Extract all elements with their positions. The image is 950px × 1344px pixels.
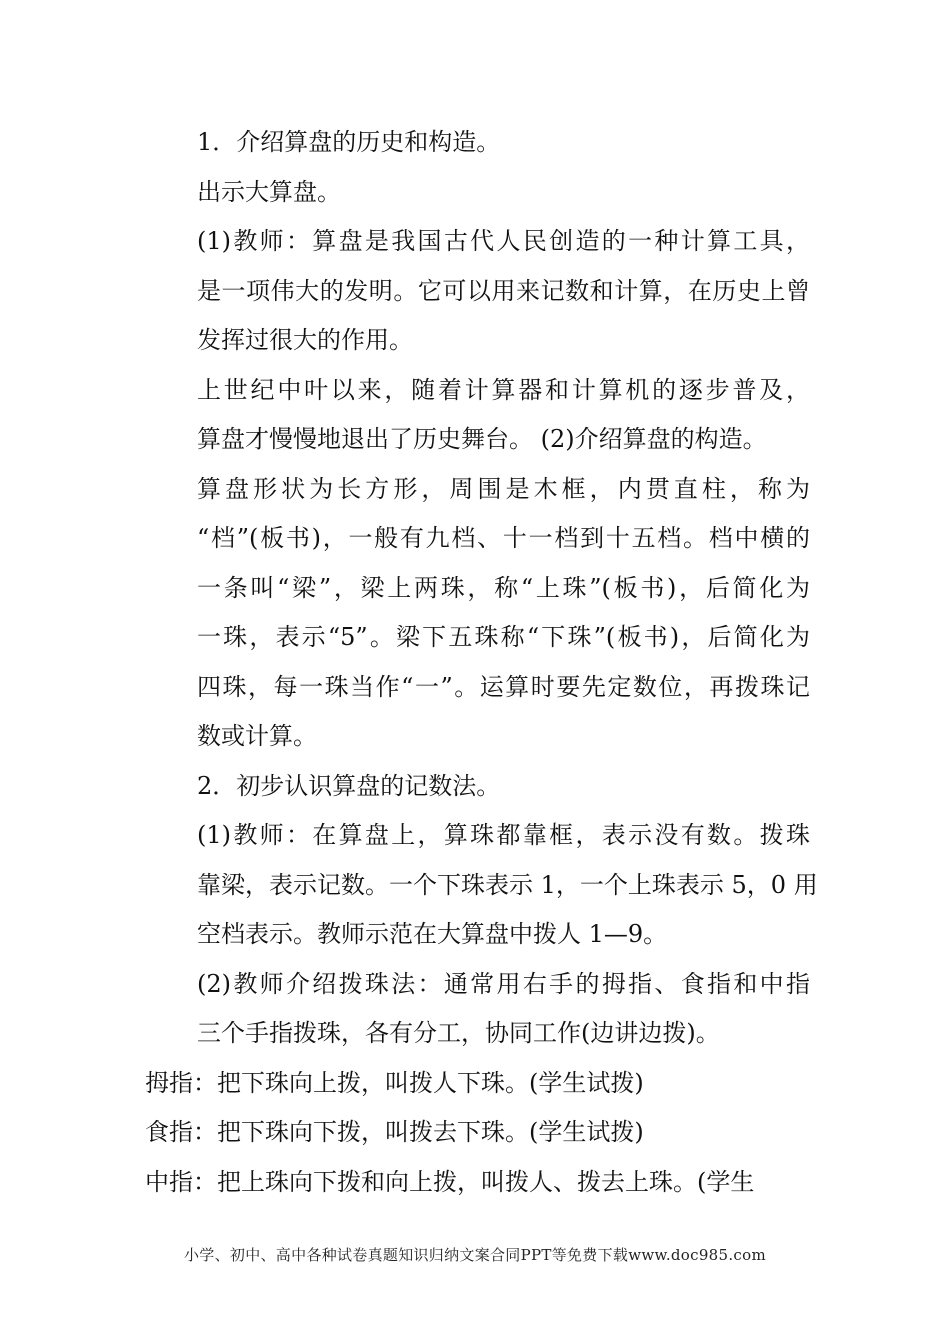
text-line: 上世纪中叶以来，随着计算器和计算机的逐步普及， (197, 375, 810, 404)
paragraph-p9 (145, 1059, 810, 1109)
text-line: 2．初步认识算盘的记数法。 (197, 771, 501, 800)
text-line: (1)教师：在算盘上，算珠都靠框，表示没有数。拨珠 (197, 821, 810, 849)
text-line: 三个手指拨珠，各有分工，协同工作(边讲边拨)。 (197, 1019, 720, 1047)
text-line: “档”(板书)，一般有九档、十一档到十五档。档中横的 (197, 524, 810, 552)
text-line: 拇指：把下珠向上拨，叫拨人下珠。(学生试拨) (145, 1068, 644, 1097)
text-line: 一珠，表示“5”。梁下五珠称“下珠”(板书)，后简化为 (197, 623, 810, 651)
text-line: 空档表示。教师示范在大算盘中拨人 1—9。 (197, 920, 668, 948)
text-line: 中指：把上珠向下拨和向上拨，叫拨人、拨去上珠。(学生 (145, 1167, 755, 1196)
text-line: 靠梁，表示记数。一个下珠表示 1，一个上珠表示 5，0 用 (197, 870, 818, 899)
text-line: 是一项伟大的发明。它可以用来记数和计算，在历史上曾 (197, 276, 810, 305)
text-line: (1)教师：算盘是我国古代人民创造的一种计算工具， (197, 227, 810, 255)
paragraph-p1 (145, 118, 810, 168)
paragraph-p4 (145, 366, 810, 465)
text-line: 四珠，每一珠当作“一”。运算时要先定数位，再拨珠记 (197, 672, 810, 701)
paragraph-p3 (145, 217, 810, 366)
document-body (145, 118, 818, 1207)
paragraph-p10 (145, 1108, 810, 1158)
text-line: 食指：把下珠向下拨，叫拨去下珠。(学生试拨) (145, 1118, 644, 1146)
text-line: 出示大算盘。 (197, 177, 341, 206)
text-line: 发挥过很大的作用。 (197, 326, 413, 354)
text-line: (2)教师介绍拨珠法：通常用右手的拇指、食指和中指 (197, 969, 810, 998)
paragraph-p8 (145, 960, 810, 1059)
text-line: 一条叫“梁”，梁上两珠，称“上珠”(板书)，后简化为 (197, 573, 810, 602)
paragraph-p11 (145, 1158, 810, 1208)
paragraph-p2 (145, 168, 810, 218)
text-line: 数或计算。 (197, 722, 317, 750)
paragraph-p7 (145, 811, 818, 960)
text-line: 算盘形状为长方形，周围是木框，内贯直柱，称为 (197, 474, 810, 503)
paragraph-p6 (145, 762, 810, 812)
text-line: 1．介绍算盘的历史和构造。 (197, 128, 501, 156)
page-footer: 小学、初中、高中各种试卷真题知识归纳文案合同PPT等免费下载www.doc985.com (184, 1246, 766, 1264)
paragraph-p5 (145, 465, 810, 762)
text-line: 算盘才慢慢地退出了历史舞台。 (2)介绍算盘的构造。 (197, 425, 767, 453)
